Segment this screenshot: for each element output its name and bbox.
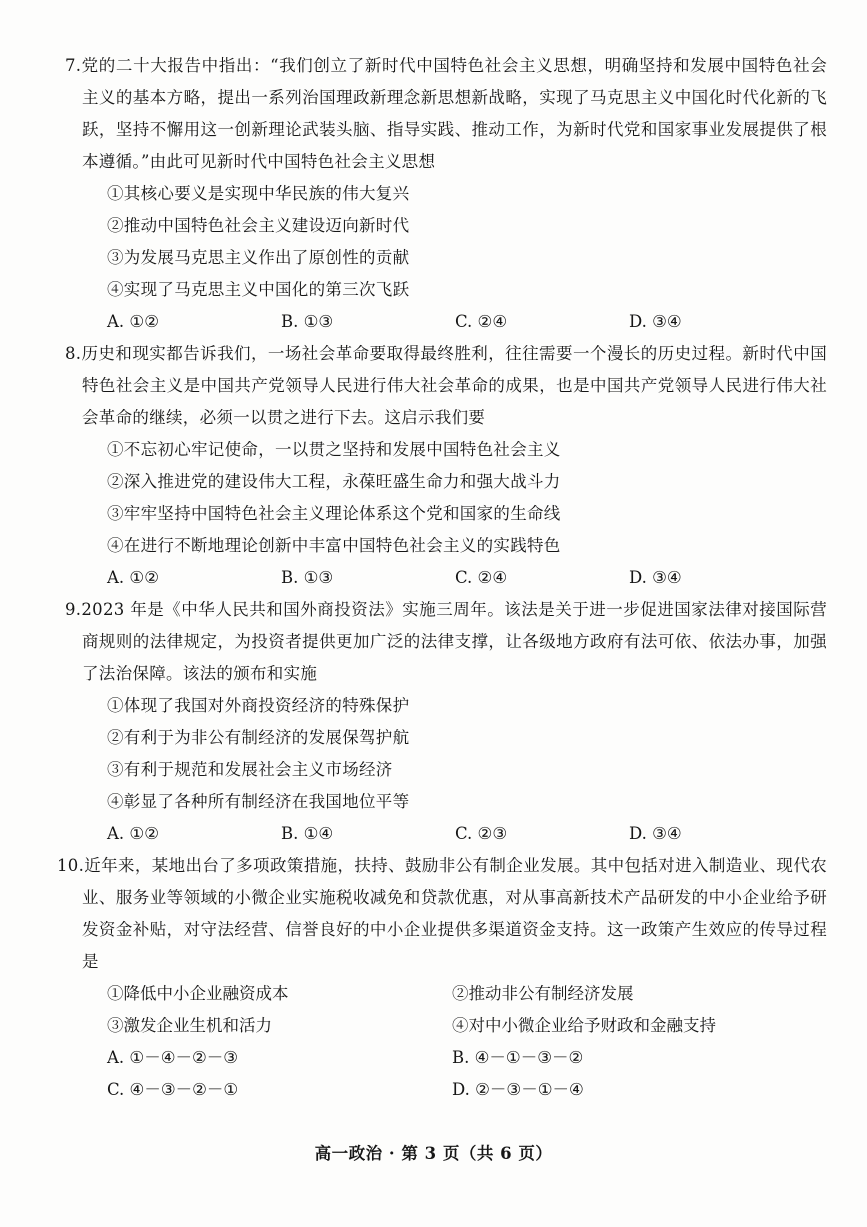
question-7-number: 7. xyxy=(65,56,82,75)
question-9-item-1: ①体现了我国对外商投资经济的特殊保护 xyxy=(107,696,410,715)
question-10-choices-row-1 xyxy=(107,1042,827,1074)
question-9-choice-b: B. ①④ xyxy=(281,824,334,843)
question-9-choice-a: A. ①② xyxy=(107,824,159,843)
question-10-items-row-1 xyxy=(107,978,827,1010)
question-10-choice-c: C. ④－③－②－① xyxy=(107,1080,239,1099)
question-10-item-4: ④对中小微企业给予财政和金融支持 xyxy=(452,1016,716,1035)
question-7 xyxy=(65,50,827,338)
question-9-text: 2023 年是《中华人民共和国外商投资法》实施三周年。该法是关于进一步促进国家法律对接国际营商规则的法律规定，为投资者提供更加广泛的法律支撑，让各级地方政府有法可依、依法办事，加强了法治保障。该法的颁布和实施 xyxy=(81,600,827,683)
question-9 xyxy=(65,594,827,850)
question-9-item-3: ③有利于规范和发展社会主义市场经济 xyxy=(107,760,393,779)
question-7-item-1: ①其核心要义是实现中华民族的伟大复兴 xyxy=(107,184,410,203)
question-10-choice-b: B. ④－①－③－② xyxy=(452,1048,584,1067)
question-10-text: 近年来，某地出台了多项政策措施，扶持、鼓励非公有制企业发展。其中包括对进入制造业、现代农业、服务业等领域的小微企业实施税收减免和贷款优惠，对从事高新技术产品研发的中小企业给予研发资金补贴，对守法经营、信誉良好的中小企业提供多渠道资金支持。这一政策产生效应的传导过程是 xyxy=(82,856,827,971)
question-7-item-2: ②推动中国特色社会主义建设迈向新时代 xyxy=(107,216,410,235)
question-8-item-3: ③牢牢坚持中国特色社会主义理论体系这个党和国家的生命线 xyxy=(107,504,561,523)
question-7-item-4: ④实现了马克思主义中国化的第三次飞跃 xyxy=(107,280,410,299)
question-8-item-2: ②深入推进党的建设伟大工程，永葆旺盛生命力和强大战斗力 xyxy=(107,472,561,491)
question-7-stem xyxy=(65,50,827,178)
question-9-item-4: ④彰显了各种所有制经济在我国地位平等 xyxy=(107,792,410,811)
question-7-text: 党的二十大报告中指出：“我们创立了新时代中国特色社会主义思想，明确坚持和发展中国特色社会主义的基本方略，提出一系列治国理政新理念新思想新战略，实现了马克思主义中国化时代化新的飞跃，坚持不懈用这一创新理论武装头脑、指导实践、推动工作，为新时代党和国家事业发展提供了根本遵循。”由此可见新时代中国特色社会主义思想 xyxy=(81,56,827,171)
question-7-choice-b: B. ①③ xyxy=(281,312,334,331)
question-9-choice-c: C. ②③ xyxy=(455,824,508,843)
question-8-choice-b: B. ①③ xyxy=(281,568,334,587)
question-8-choice-d: D. ③④ xyxy=(629,568,682,587)
question-9-choice-d: D. ③④ xyxy=(629,824,682,843)
question-9-item-2: ②有利于为非公有制经济的发展保驾护航 xyxy=(107,728,410,747)
question-8-number: 8. xyxy=(65,344,82,363)
page-footer: 高一政治 · 第 3 页（共 6 页） xyxy=(314,1144,553,1163)
question-7-choice-c: C. ②④ xyxy=(455,312,508,331)
question-8-item-4: ④在进行不断地理论创新中丰富中国特色社会主义的实践特色 xyxy=(107,536,561,555)
question-9-choices xyxy=(107,818,827,850)
question-7-choices xyxy=(107,306,827,338)
question-10-item-1: ①降低中小企业融资成本 xyxy=(107,984,289,1003)
question-7-item-3: ③为发展马克思主义作出了原创性的贡献 xyxy=(107,248,410,267)
question-10-items-row-2 xyxy=(107,1010,827,1042)
question-10-choice-a: A. ①－④－②－③ xyxy=(107,1048,239,1067)
question-8-text: 历史和现实都告诉我们，一场社会革命要取得最终胜利，往往需要一个漫长的历史过程。新时代中国特色社会主义是中国共产党领导人民进行伟大社会革命的成果，也是中国共产党领导人民进行伟大社会革命的继续，必须一以贯之进行下去。这启示我们要 xyxy=(81,344,827,427)
question-8-stem xyxy=(65,338,827,434)
question-10-number: 10. xyxy=(57,856,85,875)
question-8 xyxy=(65,338,827,594)
question-10-item-2: ②推动非公有制经济发展 xyxy=(452,984,634,1003)
question-9-stem xyxy=(65,594,827,690)
question-10-choice-d: D. ②－③－①－④ xyxy=(452,1080,584,1099)
question-8-choices xyxy=(107,562,827,594)
question-10-choices-row-2 xyxy=(107,1074,827,1106)
question-10-stem xyxy=(57,850,827,978)
question-8-item-1: ①不忘初心牢记使命，一以贯之坚持和发展中国特色社会主义 xyxy=(107,440,561,459)
question-9-number: 9. xyxy=(65,600,82,619)
question-7-choice-a: A. ①② xyxy=(107,312,159,331)
question-8-choice-c: C. ②④ xyxy=(455,568,508,587)
question-10 xyxy=(57,850,827,1106)
question-7-choice-d: D. ③④ xyxy=(629,312,682,331)
question-8-choice-a: A. ①② xyxy=(107,568,159,587)
question-10-item-3: ③激发企业生机和活力 xyxy=(107,1016,272,1035)
